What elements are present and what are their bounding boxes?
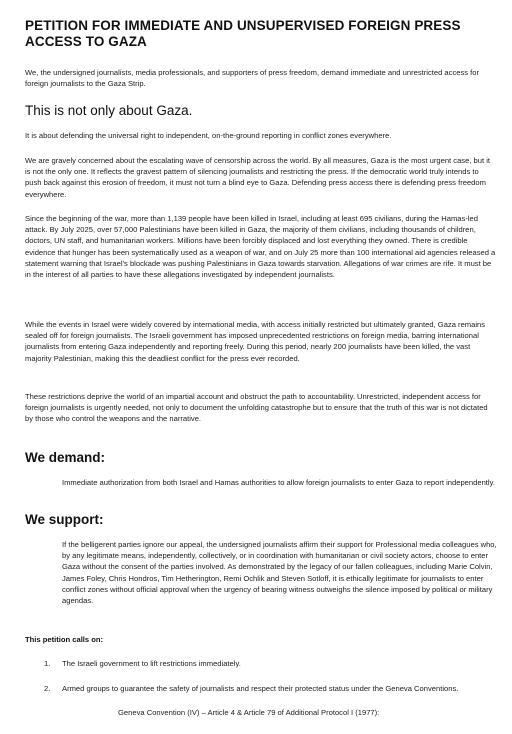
war-casualties-paragraph: Since the beginning of the war, more than 1,139 people have been killed in Israel, including at least 695 civilians, during the Hamas-led attack. By July 2025, over 57,000 Palestinians have been killed in Gaza, the majority of them civilians, including thousands of children, doctors, UN staff, and humanitarian workers. Millions have been forcibly displaced and lost everything they owned. There is credible evidence that hunger has been systematically used as a weapon of war, and on July 25 more than 100 international aid agencies released a statement warning that Israel’s blockade was pushing Palestinians in Gaza towards starvation. Allegations of war crimes are rife. It must be in the interest of all parties to have these allegations investigated by independent journalists. bbox=[25, 214, 496, 280]
geneva-convention-reference: Geneva Convention (IV) – Article 4 & Article 79 of Additional Protocol I (1977): bbox=[118, 708, 380, 717]
censorship-concern-paragraph: We are gravely concerned about the escalating wave of censorship across the world. By all measures, Gaza is the most urgent case, but it is not the only one. It reflects the gravest pattern of silencing journalists and restricting the press. If the democratic world truly intends to push back against this erosion of freedom, it must not turn a blind eye to Gaza. Defending press access there is defending press freedom everywhere. bbox=[25, 156, 491, 199]
media-coverage-paragraph: While the events in Israel were widely covered by international media, with access initially restricted but ultimately granted, Gaza remains sealed off for foreign journalists. The Israeli government has imposed unprecedented restrictions on foreign media, barring international journalists from entering Gaza independently and reporting freely. During this period, nearly 200 journalists have been killed, the vast majority Palestinian, making this the deadliest conflict for the press ever recorded. bbox=[25, 320, 486, 363]
heading-not-only-gaza: This is not only about Gaza. bbox=[25, 103, 193, 118]
list-item-1-number: 1. bbox=[44, 659, 51, 668]
intro-paragraph: We, the undersigned journalists, media professionals, and supporters of press freedom, demand immediate and unrestricted access for foreign journalists to the Gaza Strip. bbox=[25, 68, 480, 89]
heading-we-support: We support: bbox=[25, 512, 104, 527]
support-paragraph: If the belligerent parties ignore our appeal, the undersigned journalists affirm their support for Professional media colleagues who, by any legitimate means, independently, collectively, or in coordination with humanitarian or civil society actors, choose to enter Gaza without the consent of the parties involved. As demonstrated by the legacy of our fallen colleagues, including Marie Colvin, James Foley, Chris Hondros, Tim Hetherington, Remi Ochlik and Steven Sotloff, it is ethically legitimate for journalists to enter conflict zones without official approval when the urgency of bearing witness outweighs the silence imposed by political or military agendas. bbox=[62, 540, 497, 606]
list-item-2-number: 2. bbox=[44, 684, 51, 693]
universal-right-paragraph: It is about defending the universal right to independent, on-the-ground reporting in conflict zones everywhere. bbox=[25, 131, 392, 140]
calls-on-label: This petition calls on: bbox=[25, 635, 104, 644]
demand-paragraph: Immediate authorization from both Israel and Hamas authorities to allow foreign journalists to enter Gaza to report independently. bbox=[62, 478, 495, 487]
list-item-2: Armed groups to guarantee the safety of journalists and respect their protected status under the Geneva Conventions. bbox=[62, 684, 459, 693]
list-item-1: The Israeli government to lift restrictions immediately. bbox=[62, 659, 241, 668]
page-title: PETITION FOR IMMEDIATE AND UNSUPERVISED FOREIGN PRESS ACCESS TO GAZA bbox=[25, 18, 461, 49]
heading-we-demand: We demand: bbox=[25, 450, 106, 465]
restrictions-paragraph: These restrictions deprive the world of an impartial account and obstruct the path to accountability. Unrestricted, independent access for foreign journalists is urgently needed, not only to document the unfolding catastrophe but to ensure that the truth of this war is not dictated by those who control the weapons and the narrative. bbox=[25, 392, 488, 424]
